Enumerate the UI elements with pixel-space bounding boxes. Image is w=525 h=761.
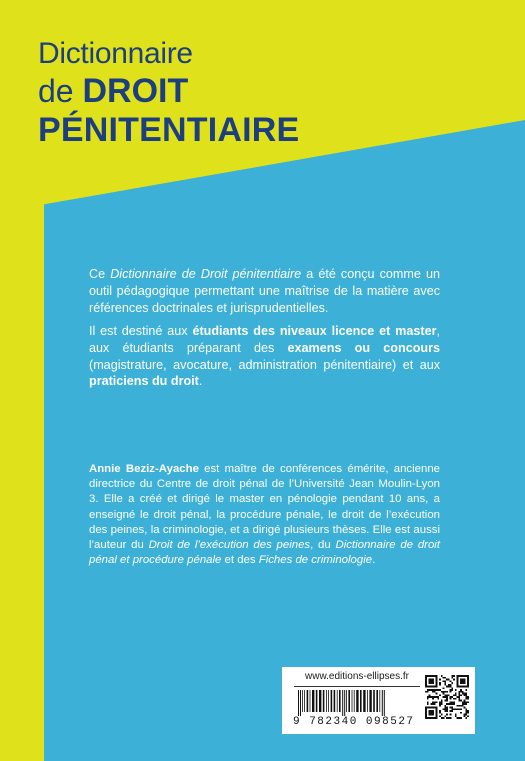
audience-practitioners: praticiens du droit — [89, 374, 199, 389]
text-run: a été conçu comme un outil pédagogique permettant une maîtrise de la matière avec références doctrinales et jurisprudentielles. — [89, 267, 440, 315]
divider — [294, 686, 420, 687]
publisher-url[interactable]: www.editions-ellipses.fr — [305, 671, 409, 682]
other-work-title: Dictionnaire de droit pénal et procédure pénale — [89, 539, 440, 567]
author-bio — [89, 462, 440, 568]
description-paragraph-2 — [89, 323, 440, 390]
qr-code-icon — [425, 675, 469, 719]
book-title-italic: Dictionnaire de Droit pénitentiaire — [110, 267, 302, 281]
text-run: et des — [221, 554, 259, 567]
other-work-title: Droit de l’exécution des peines — [148, 539, 311, 552]
title-line-2 — [38, 72, 299, 110]
book-title — [38, 36, 299, 150]
title-prefix: de — [38, 73, 74, 109]
title-line-1: Dictionnaire — [38, 37, 193, 70]
text-run: est maître de conférences émérite, ancienne directrice du Centre de droit pénal de l’Université Jean Moulin-Lyon 3. Elle a créé et dirigé le master en pénologie pendant 10 ans, a enseigné le droit pénal, la procédure pénale, le droit de l’exécution des peines, la criminologie, et a dirigé plusieurs thèses. Elle est aussi l’auteur du — [89, 463, 440, 552]
text-run: , du — [310, 539, 336, 552]
title-main-word: DROIT — [82, 72, 189, 110]
isbn-barcode — [296, 690, 420, 716]
author-name: Annie Beziz-Ayache — [89, 463, 199, 475]
text-run: Ce — [89, 267, 111, 281]
text-run: . — [372, 554, 376, 567]
isbn-number: 9 782340 098527 — [293, 716, 415, 728]
other-work-title: Fiches de criminologie — [258, 554, 373, 567]
text-run: Il est destiné aux — [89, 324, 193, 338]
text-run: . — [198, 374, 203, 389]
description-paragraph-1 — [89, 266, 440, 316]
text-run: , aux étudiants préparant des — [89, 324, 440, 355]
text-run: (magistrature, avocature, administration pénitentiaire) et aux — [89, 357, 440, 372]
audience-students: étudiants des niveaux licence et master — [192, 324, 437, 338]
title-line-3: PÉNITENTIAIRE — [38, 111, 300, 149]
audience-exams: examens ou concours — [287, 340, 440, 355]
